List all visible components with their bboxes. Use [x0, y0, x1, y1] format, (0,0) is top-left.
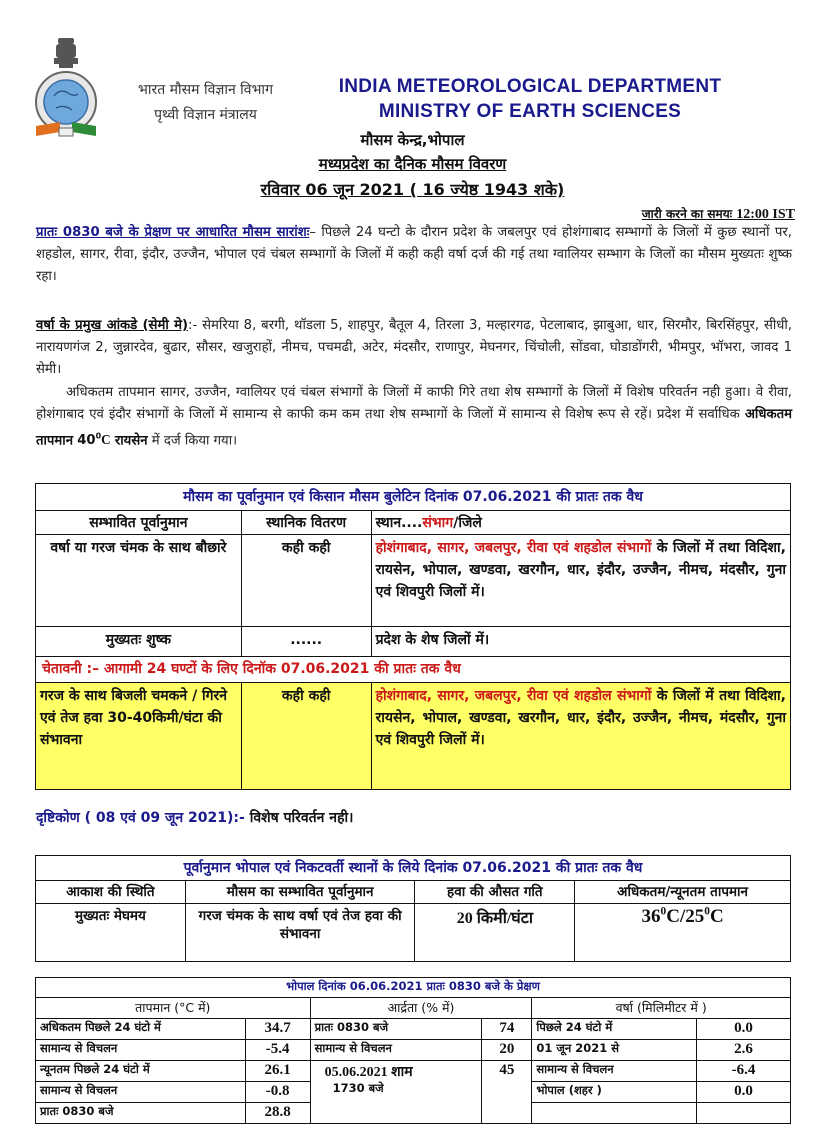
weather-summary [36, 222, 792, 288]
observations-title: भोपाल दिनांक 06.06.2021 प्रातः 0830 बजे के प्रेक्षण [36, 978, 791, 998]
obs-label: पिछले 24 घंटो में [532, 1019, 697, 1040]
obs-label: न्यूनतम पिछले 24 घंटो में [36, 1061, 246, 1082]
obs-label: 01 जून 2021 से [532, 1040, 697, 1061]
obs-value: 2.6 [697, 1040, 791, 1061]
dept-name-hindi-line2: पृथ्वी विज्ञान मंत्रालय [154, 107, 257, 123]
obs-value: 0.0 [697, 1082, 791, 1103]
bhopal-header-weather: मौसम का सम्भावित पूर्वानुमान [185, 881, 415, 904]
rainfall-figures [36, 315, 792, 381]
obs-value: 26.1 [245, 1061, 310, 1082]
bhopal-sky: मुख्यतः मेघमय [36, 904, 186, 962]
warning-title: चेतावनी :– आगामी 24 घण्टों के लिए दिनॉक 07.06.2021 की प्रातः तक वैध [36, 657, 791, 683]
obs-label: भोपाल (शहर ) [532, 1082, 697, 1103]
dept-name-hindi [118, 78, 293, 128]
temperature-summary-text: अधिकतम तापमान सागर, उज्जैन, ग्वालियर एवं चंबल संभागों के जिलों में काफी गिरे तथा शेष सम्भागों के जिलों में विशेष परिवर्तन नही हुआ। वे रीवा, होशंगाबाद एवं इंदौर संभागों के जिलों में सामान्य से काफी कम कम तथा शेष सम्भागों के जिलों में सामान्य से विशेष रूप से रहें। प्रदेश में सर्वाधिक [36, 385, 792, 422]
bhopal-header-wind: हवा की औसत गति [415, 881, 575, 904]
obs-value: 20 [482, 1040, 532, 1061]
rainfall-figures-lead: वर्षा के प्रमुख आंकडे (सेमी मे) [36, 318, 188, 333]
bhopal-header-temp: अधिकतम/न्यूनतम तापमान [575, 881, 791, 904]
max-temp-value: $40^0C$ [77, 432, 111, 449]
table-row [36, 1061, 791, 1082]
obs-value: 0.0 [697, 1019, 791, 1040]
obs-value: -6.4 [697, 1061, 791, 1082]
report-title: मध्यप्रदेश का दैनिक मौसम विवरण [318, 155, 507, 173]
obs-empty [532, 1103, 697, 1124]
obs-humidity-header: आर्द्रता (% में) [310, 998, 532, 1019]
table-row [36, 904, 791, 962]
obs-value: 34.7 [245, 1019, 310, 1040]
obs-label: अधिकतम पिछले 24 घंटो में [36, 1019, 246, 1040]
forecast-table [35, 483, 791, 790]
table-row [36, 1019, 791, 1040]
max-temp-place: रायसेन [114, 433, 148, 449]
obs-label: सामान्य से विचलन [532, 1061, 697, 1082]
bhopal-forecast-title: पूर्वानुमान भोपाल एवं निकटवर्ती स्थानों के लिये दिनांक 07.06.2021 की प्रातः तक वैध [36, 856, 791, 881]
issue-time [642, 205, 795, 223]
temperature-summary [36, 382, 792, 452]
obs-value: 74 [482, 1019, 532, 1040]
dept-name-english-line2: MINISTRY OF EARTH SCIENCES [378, 101, 682, 122]
obs-empty [697, 1103, 791, 1124]
forecast-header-distribution: स्थानिक वितरण [241, 511, 371, 535]
obs-label: प्रातः 0830 बजे [36, 1103, 246, 1124]
report-date: रविवार 06 जून 2021 ( 16 ज्येष्ठ 1943 शके) [260, 180, 565, 199]
distribution-cell: कही कही [241, 535, 371, 627]
bhopal-forecast-table [35, 855, 791, 962]
max-temp-label: अधिकतम तापमान [36, 407, 792, 449]
obs-temp-header: तापमान (°C में) [36, 998, 311, 1019]
obs-label: 05.06.2021 शाम 1730 बजे [310, 1061, 482, 1124]
obs-value: 45 [482, 1061, 532, 1124]
warning-places-cell: होशंगाबाद, सागर, जबलपुर, रीवा एवं शहडोल संभागों के जिलों में तथा विदिशा, रायसेन, भोपाल, खण्डवा, खरगौन, धार, इंदौर, उज्जैन, नीमच, मंदसौर, गुना एवं शिवपुरी जिलों में। [371, 683, 790, 790]
weather-summary-lead: प्रातः 0830 बजे के प्रेक्षण पर आधारित मौसम सारांशः [36, 225, 310, 240]
bhopal-header-sky: आकाश की स्थिति [36, 881, 186, 904]
warning-distribution-cell: कही कही [241, 683, 371, 790]
table-row [36, 1040, 791, 1061]
obs-value: -5.4 [245, 1040, 310, 1061]
issue-time-label: जारी करने का समयः [641, 207, 733, 221]
table-row [36, 627, 791, 657]
table-row [36, 535, 791, 627]
forecast-cell: मुख्यतः शुष्क [36, 627, 242, 657]
dept-name-english [310, 74, 750, 124]
obs-label: प्रातः 0830 बजे [310, 1019, 482, 1040]
outlook-text: विशेष परिवर्तन नही। [249, 810, 354, 826]
dept-name-english-line1: INDIA METEOROLOGICAL DEPARTMENT [338, 76, 722, 97]
outlook [36, 808, 353, 827]
forecast-cell: वर्षा या गरज चंमक के साथ बौछारे [36, 535, 242, 627]
bhopal-wind: 20 किमी/घंटा [415, 904, 575, 962]
bhopal-temp: $36^0C/25^0C$ [575, 904, 791, 962]
centre-name: मौसम केन्द्र,भोपाल [360, 131, 465, 149]
forecast-header-place: स्थान....संभाग/जिले [371, 511, 790, 535]
forecast-table-title: मौसम का पूर्वानुमान एवं किसान मौसम बुलेटिन दिनांक 07.06.2021 की प्रातः तक वैध [36, 484, 791, 511]
weather-summary-text: – पिछले 24 घन्टो के दौरान प्रदेश के जबलपुर एवं होशंगाबाद सम्भागों के जिलों में कुछ स्थानों पर, शहडोल, सागर, रीवा, इंदौर, उज्जैन, भोपाल एवं चंबल सम्भागों के जिलों में कही कही वर्षा दर्ज की गई तथा ग्वालियर सम्भाग के जिलों का मौसम मुख्यतः शुष्क रहा। [36, 225, 792, 284]
observations-table [35, 977, 791, 1124]
distribution-cell: ...... [241, 627, 371, 657]
obs-value: 28.8 [245, 1103, 310, 1124]
temperature-summary-tail: में दर्ज किया गया। [151, 433, 238, 449]
obs-value: -0.8 [245, 1082, 310, 1103]
obs-rain-header: वर्षा (मिलिमीटर में ) [532, 998, 791, 1019]
rainfall-figures-text: :- सेमरिया 8, बरगी, थॉडला 5, शाहपुर, बैतूल 4, तिरला 3, मल्हारगढ, पेटलाबाद, झाबुआ, धार, सिरमौर, बिरसिंहपुर, सीधी, नारायणगंज 2, जुन्नारदेव, बुढार, सौसर, खजुराहों, नीमच, पचमढी, अटेर, मंदसौर, राणापुर, मेघनगर, चिंचोली, सोंडवा, घोडाडोंगरी, भीमपुर, भॉभरा, जावद 1 सेमी। [36, 318, 793, 377]
places-cell: होशंगाबाद, सागर, जबलपुर, रीवा एवं शहडोल संभागों के जिलों में तथा विदिशा, रायसेन, भोपाल, खण्डवा, खरगौन, धार, इंदौर, उज्जैन, नीमच, मंदसौर, गुना एवं शिवपुरी जिलों में। [371, 535, 790, 627]
bhopal-weather: गरज चंमक के साथ वर्षा एवं तेज हवा की संभावना [185, 904, 415, 962]
places-cell: प्रदेश के शेष जिलों में। [371, 627, 790, 657]
outlook-lead: दृष्टिकोण ( 08 एवं 09 जून 2021):- [36, 810, 245, 826]
obs-label: सामान्य से विचलन [36, 1082, 246, 1103]
warning-row [36, 683, 791, 790]
obs-label: सामान्य से विचलन [310, 1040, 482, 1061]
dept-name-hindi-line1: भारत मौसम विज्ञान विभाग [138, 82, 273, 98]
forecast-header-forecast: सम्भावित पूर्वानुमान [36, 511, 242, 535]
obs-label: सामान्य से विचलन [36, 1040, 246, 1061]
issue-time-value: 12:00 IST [736, 207, 795, 222]
warning-forecast-cell: गरज के साथ बिजली चमकने / गिरने एवं तेज हवा 30-40किमी/घंटा की संभावना [36, 683, 242, 790]
